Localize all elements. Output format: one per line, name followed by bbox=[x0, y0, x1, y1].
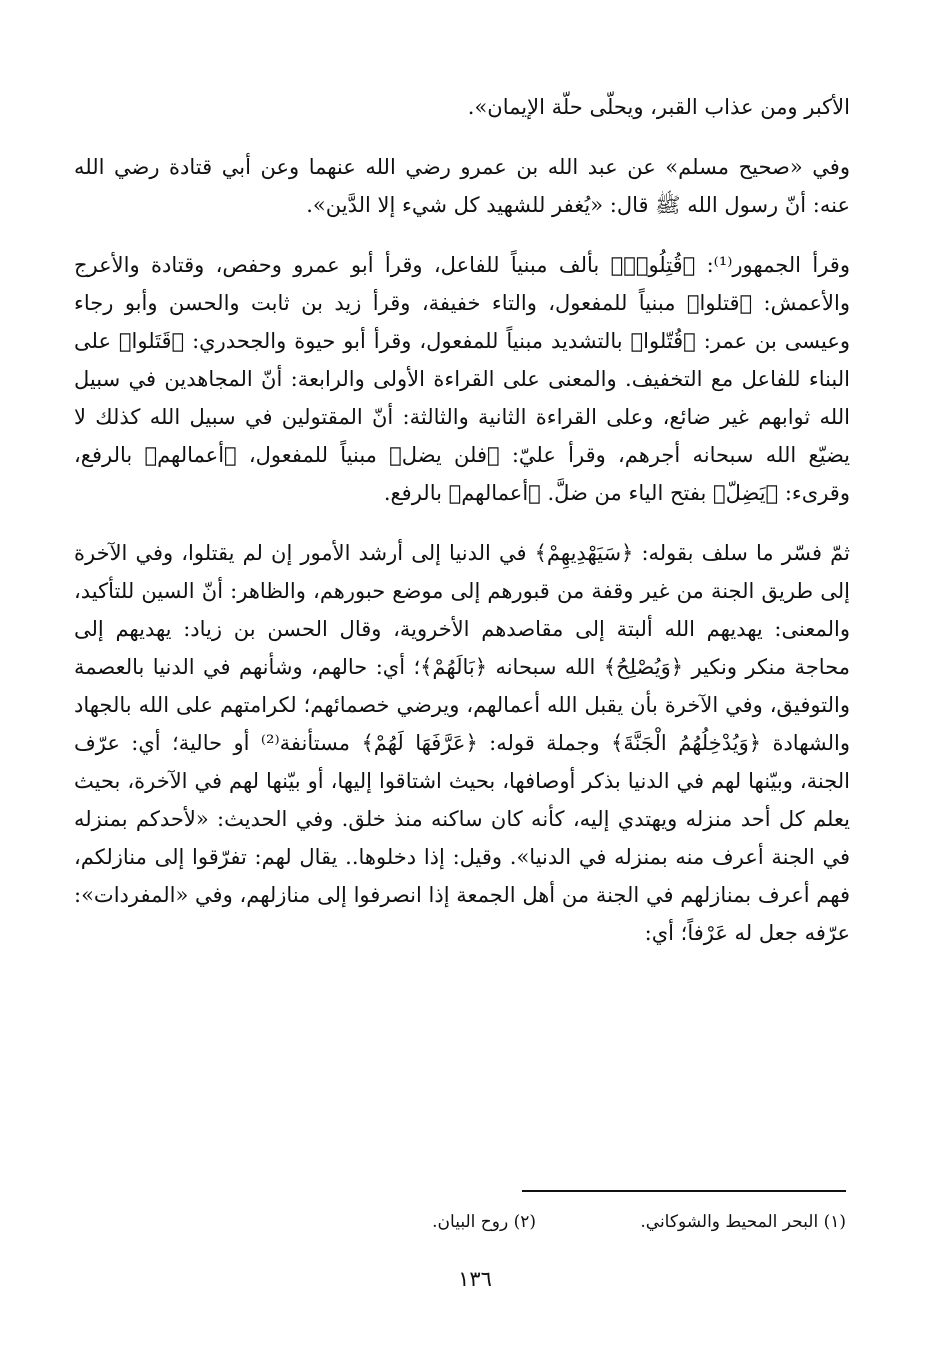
footnote-2: (٢) روح البيان. bbox=[432, 1212, 536, 1232]
main-text bbox=[74, 88, 850, 952]
footnote-1: (١) البحر المحيط والشوكاني. bbox=[640, 1212, 846, 1232]
footnote-divider bbox=[522, 1190, 846, 1192]
paragraph-3: وقرأ الجمهور⁽¹⁾: ﴿قُتِلُوا۟﴾ بألف مبنياً للفاعل، وقرأ أبو عمرو وحفص، وقتادة والأعرج والأعمش: ﴿قتلوا﴾ مبنياً للمفعول، والتاء خفيفة، وقرأ زيد بن ثابت والحسن وأبو رجاء وعيسى بن عمر: ﴿قُتّلوا﴾ بالتشديد مبنياً للمفعول، وقرأ أبو حيوة والجحدري: ﴿قَتَلوا﴾ على البناء للفاعل مع التخفيف. والمعنى على القراءة الأولى والرابعة: أنّ المجاهدين في سبيل الله ثوابهم غير ضائع، وعلى القراءة الثانية والثالثة: أنّ المقتولين في سبيل الله كذلك لا يضيّع الله سبحانه أجرهم، وقرأ عليّ: ﴿فلن يضل﴾ مبنياً للمفعول، ﴿أعمالهم﴾ بالرفع، وقرىء: ﴿يَضِلّ﴾ بفتح الياء من ضلَّ. ﴿أعمالهم﴾ بالرفع. bbox=[74, 253, 850, 505]
paragraph-4: ثمّ فسّر ما سلف بقوله: ﴿سَيَهْدِيهِمْ﴾ في الدنيا إلى أرشد الأمور إن لم يقتلوا، وفي الآخرة إلى طريق الجنة من غير وقفة من قبورهم إلى موضع حبورهم، والظاهر: أنّ السين للتأكيد، والمعنى: يهديهم الله ألبتة إلى مقاصدهم الأخروية، وقال الحسن بن زياد: يهديهم إلى محاجة منكر ونكير ﴿وَيُصْلِحُ﴾ الله سبحانه ﴿بَالَهُمْ﴾؛ أي: حالهم، وشأنهم في الدنيا بالعصمة والتوفيق، وفي الآخرة بأن يقبل الله أعمالهم، ويرضي خصمائهم؛ لكرامتهم على الله بالجهاد والشهادة ﴿وَيُدْخِلُهُمُ الْجَنَّةَ﴾ وجملة قوله: ﴿عَرَّفَهَا لَهُمْ﴾ مستأنفة⁽²⁾ أو حالية؛ أي: عرّف الجنة، وبيّنها لهم في الدنيا بذكر أوصافها، بحيث اشتاقوا إليها، أو بيّنها لهم في الآخرة، بحيث يعلم كل أحد منزله ويهتدي إليه، كأنه كان ساكنه منذ خلق. وفي الحديث: «لأحدكم بمنزله في الجنة أعرف منه بمنزله في الدنيا». وقيل: إذا دخلوها.. يقال لهم: تفرّقوا إلى منازلكم، فهم أعرف بمنازلهم في الجنة من أهل الجمعة إذا انصرفوا إلى منازلهم، وفي «المفردات»: عرّفه جعل له عَرْفاً؛ أي: bbox=[74, 541, 850, 945]
page-number: ١٣٦ bbox=[458, 1267, 492, 1291]
footnotes bbox=[286, 1206, 846, 1240]
paragraph-2: وفي «صحيح مسلم» عن عبد الله بن عمرو رضي الله عنهما وعن أبي قتادة رضي الله عنه: أنّ رسول الله ﷺ قال: «يُغفر للشهيد كل شيء إلا الدَّين». bbox=[74, 155, 850, 217]
paragraph-1: الأكبر ومن عذاب القبر، ويحلّى حلّة الإيمان». bbox=[467, 95, 850, 119]
